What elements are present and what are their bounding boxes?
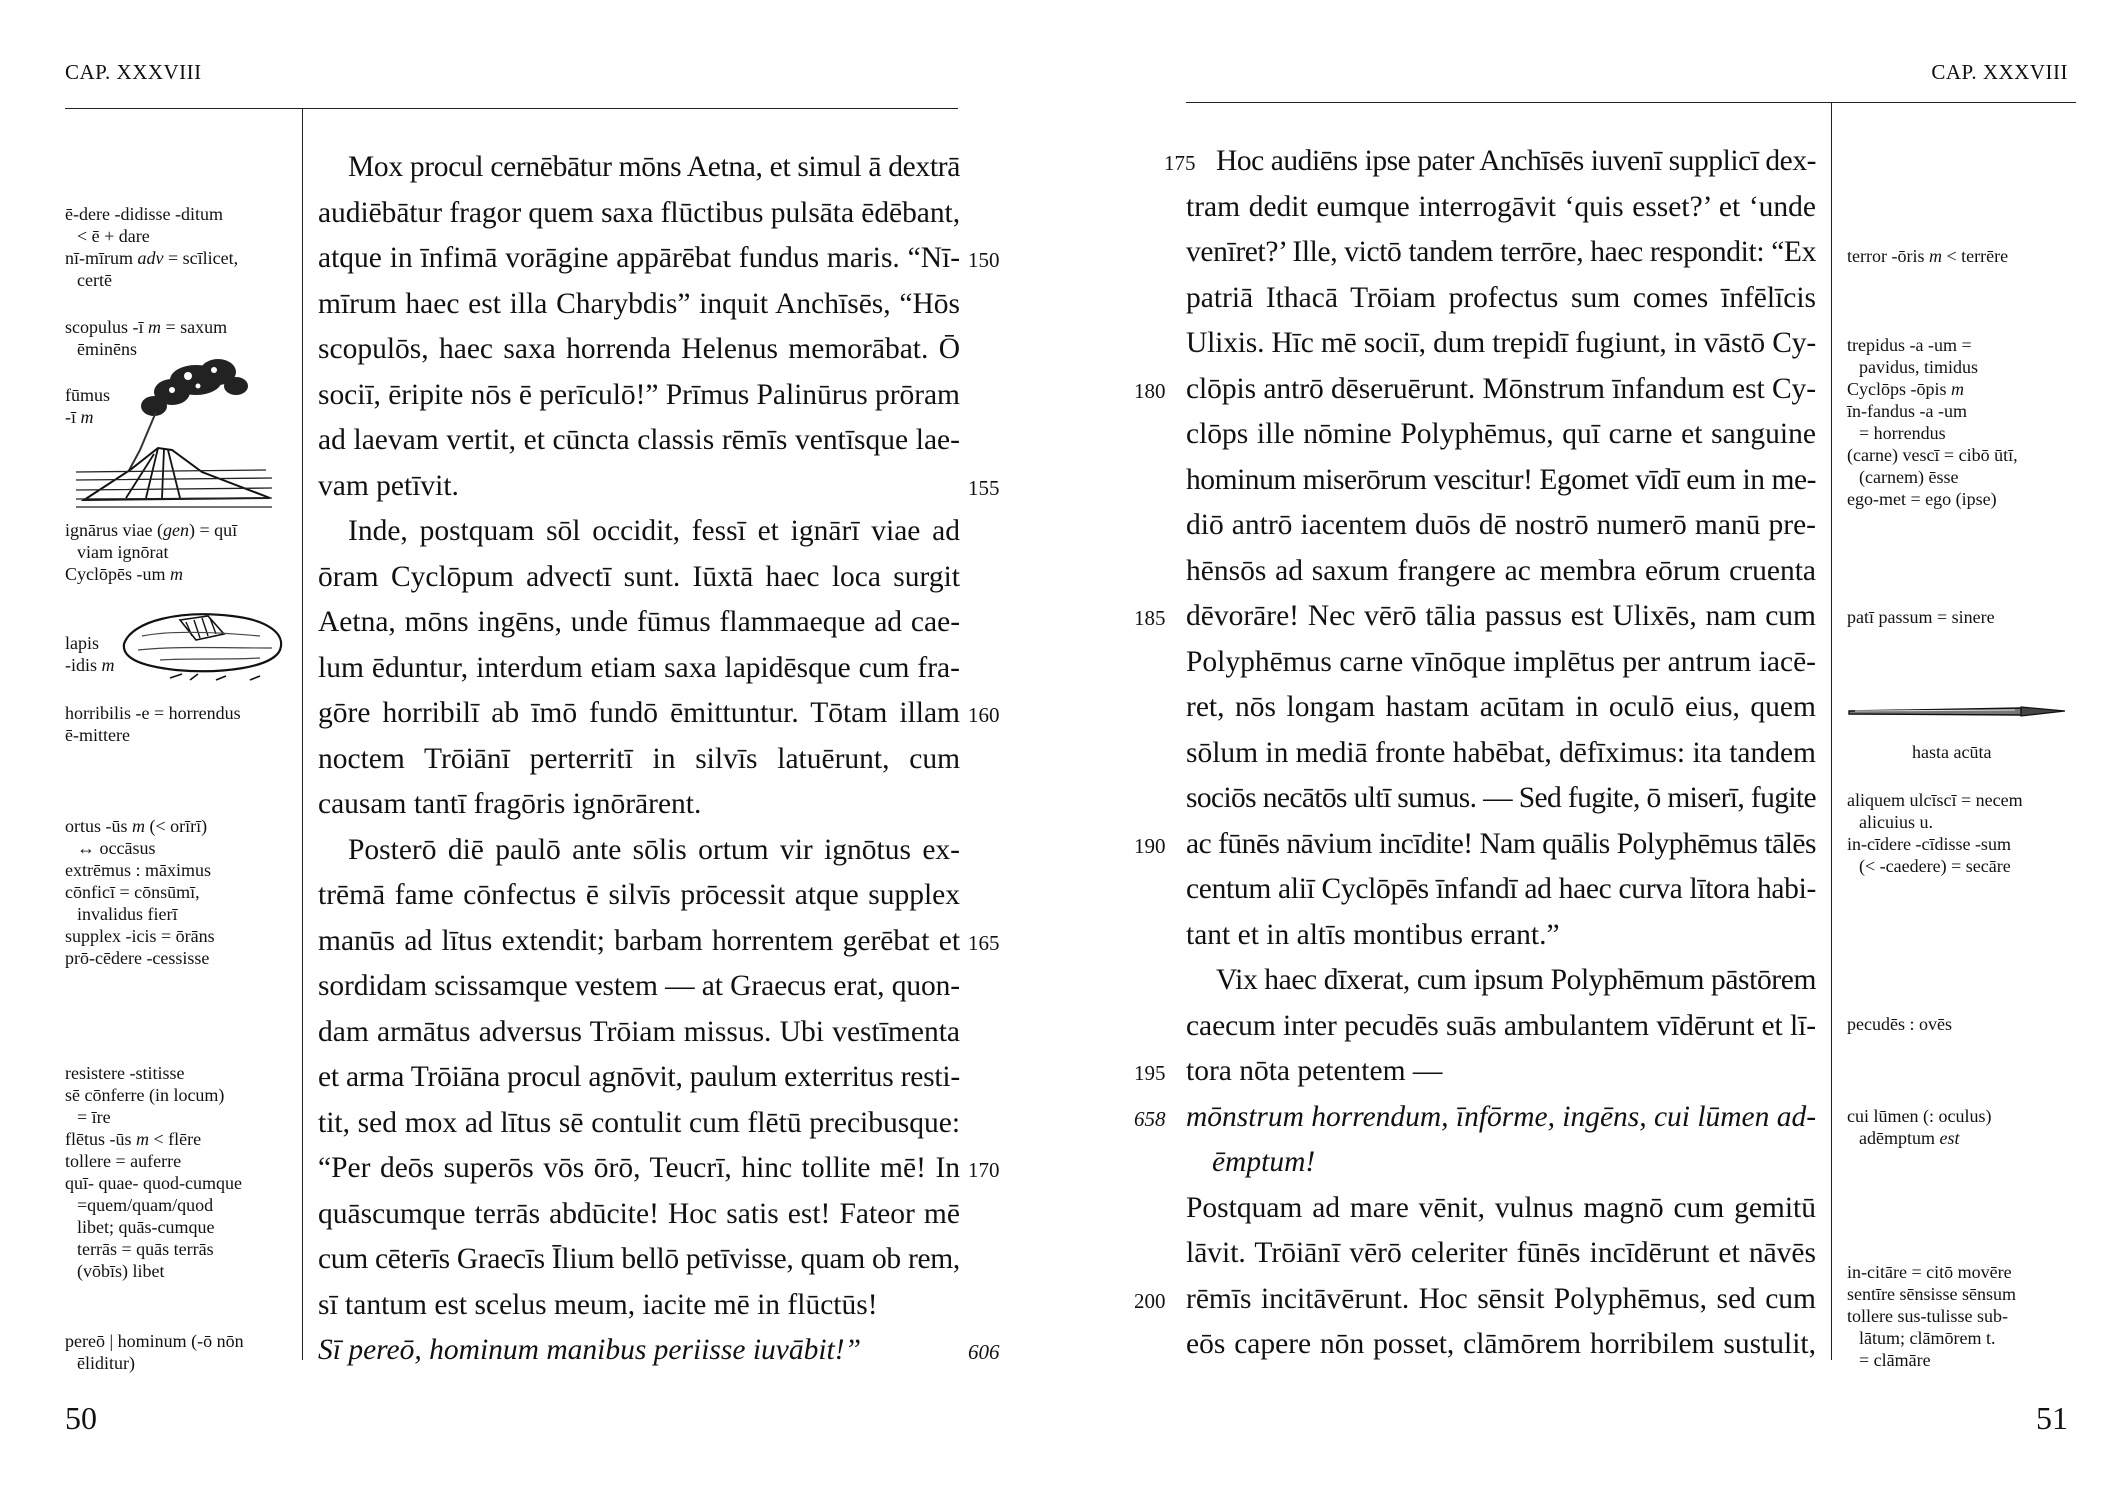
note-line: prō-cēdere -cessisse bbox=[65, 948, 210, 968]
note-line: = horrendus bbox=[1859, 423, 1946, 443]
lapis-stone-illustration bbox=[120, 606, 288, 684]
text-line bbox=[318, 828, 960, 874]
note-line: extrēmus : māximus bbox=[65, 860, 211, 880]
line-text: clōpis antrō dēseruērunt. Mōnstrum īnfandum est Cy- bbox=[1186, 372, 1816, 405]
line-number: 658 bbox=[1134, 1106, 1166, 1131]
note-line: pecudēs : ovēs bbox=[1847, 1014, 1952, 1034]
text-line bbox=[318, 737, 960, 783]
volcano-smoke-illustration bbox=[76, 350, 276, 510]
text-line bbox=[1186, 276, 1816, 322]
text-line bbox=[1186, 776, 1816, 822]
line-text: gōre horribilī ab īmō fundō ēmittuntur. Tōtam illam bbox=[318, 697, 960, 729]
text-line bbox=[318, 282, 960, 328]
line-text: sōlum in mediā fronte habēbat, dēfīximus: ita tandem bbox=[1186, 736, 1816, 769]
note-line: sentīre sēnsisse sēnsum bbox=[1847, 1284, 2016, 1304]
text-line bbox=[1186, 913, 1816, 959]
left-text-lines bbox=[318, 145, 1000, 1374]
line-text: trēmā fame cōnfectus ē silvīs prōcessit atque supplex bbox=[318, 879, 961, 911]
line-text: patriā Ithacā Trōiam profectus sum comes īnfēlīcis bbox=[1186, 281, 1817, 314]
right-note-4 bbox=[1847, 789, 2023, 877]
text-line bbox=[1186, 685, 1816, 731]
line-text: ōram Cyclōpum advectī sunt. Iūxtā haec loca surgit bbox=[318, 560, 960, 593]
note-line: ortus -ūs m (< orīrī) bbox=[65, 816, 208, 836]
note-line: (< -caedere) = secāre bbox=[1859, 856, 2011, 876]
text-line bbox=[1186, 321, 1816, 367]
line-number: 190 bbox=[1134, 833, 1166, 858]
note-line: =quem/quam/quod bbox=[77, 1195, 214, 1215]
note-line: = clāmāre bbox=[1859, 1350, 1931, 1370]
line-text: quāscumque terrās abdūcite! Hoc satis est! Fateor mē bbox=[318, 1197, 960, 1230]
line-text: mōnstrum horrendum, īnfōrme, ingēns, cui lūmen ad- bbox=[1186, 1100, 1816, 1133]
note-line: lātum; clāmōrem t. bbox=[1859, 1328, 1996, 1348]
line-text: dam armātus adversus Trōiam missus. Ubi vestīmenta bbox=[318, 1015, 960, 1048]
right-text-lines bbox=[1134, 139, 1817, 1368]
line-text: Polyphēmus carne vīnōque implētus per antrum iacē- bbox=[1186, 645, 1816, 678]
line-text: diō antrō iacentem duōs dē nostrō numerō manū pre- bbox=[1186, 509, 1816, 541]
note-line: ēliditur) bbox=[77, 1353, 135, 1373]
note-line: alicuius u. bbox=[1859, 812, 1933, 832]
line-number: 185 bbox=[1134, 606, 1166, 630]
line-text: sordidam scissamque vestem — at Graecus erat, quon- bbox=[318, 970, 961, 1002]
line-text: sociōs necātōs ultī sumus. — Sed fugite, ō miserī, fugite bbox=[1186, 782, 1816, 814]
text-line bbox=[1186, 731, 1816, 777]
text-line bbox=[318, 145, 960, 191]
line-text: Inde, postquam sōl occidit, fessī et ignārī viae ad bbox=[348, 515, 961, 547]
text-line bbox=[318, 873, 960, 919]
line-text: Hoc audiēns ipse pater Anchīsēs iuvenī supplicī dex- bbox=[1216, 145, 1816, 177]
line-text: Sī pereō, hominum manibus periisse iuvābit!” bbox=[318, 1334, 861, 1366]
note-line: scopulus -ī m = saxum bbox=[65, 317, 228, 337]
left-page-number: 50 bbox=[65, 1400, 97, 1436]
line-number: 606 bbox=[968, 1340, 1000, 1364]
right-header-rule bbox=[1186, 102, 2076, 103]
left-note-5 bbox=[65, 815, 215, 969]
text-line bbox=[1186, 412, 1816, 458]
line-text: tant et in altīs montibus errant.” bbox=[1186, 918, 1560, 951]
line-text: sī tantum est scelus meum, iacite mē in flūctūs! bbox=[318, 1288, 878, 1321]
line-number: 170 bbox=[968, 1158, 1000, 1182]
note-line: fūmus bbox=[65, 385, 110, 405]
note-line: terror -ōris m < terrēre bbox=[1847, 246, 2009, 266]
line-text: dēvorāre! Nec vērō tālia passus est Ulixēs, nam cum bbox=[1186, 600, 1816, 632]
line-text: atque in īnfimā vorāgine appārēbat fundus maris. “Nī- bbox=[318, 242, 961, 274]
text-line bbox=[1186, 640, 1816, 686]
note-line: quī- quae- quod-cumque bbox=[65, 1173, 242, 1193]
note-line: certē bbox=[77, 270, 112, 290]
note-line: tollere sus-tulisse sub- bbox=[1847, 1306, 2008, 1326]
note-line: cōnficī = cōnsūmī, bbox=[65, 882, 200, 902]
text-line bbox=[318, 919, 1000, 965]
text-line bbox=[318, 691, 1000, 737]
text-line bbox=[1186, 503, 1816, 549]
note-line: Cyclōps -ōpis m bbox=[1847, 379, 1965, 399]
text-line bbox=[318, 1192, 960, 1238]
left-note-3 bbox=[65, 519, 237, 585]
line-text: tit, sed mox ad lītus sē contulit cum flētū precibusque: bbox=[318, 1106, 961, 1139]
note-line: patī passum = sinere bbox=[1847, 607, 1995, 627]
text-line bbox=[1186, 867, 1816, 913]
note-line: Cyclōpēs -um m bbox=[65, 564, 183, 584]
line-text: Postquam ad mare vēnit, vulnus magnō cum gemitū bbox=[1186, 1191, 1816, 1224]
note-line: in-cīdere -cīdisse -sum bbox=[1847, 834, 2011, 854]
line-text: vam petīvit. bbox=[318, 469, 459, 502]
text-line bbox=[318, 1146, 1000, 1192]
line-text: lāvit. Trōiānī vērō celeriter fūnēs incīdērunt et nāvēs bbox=[1186, 1237, 1816, 1269]
line-text: Posterō diē paulō ante sōlis ortum vir ignōtus ex- bbox=[348, 833, 961, 866]
line-text: tora nōta petentem — bbox=[1186, 1055, 1443, 1087]
right-note-5 bbox=[1847, 1013, 1952, 1035]
left-main-text bbox=[318, 145, 1000, 1374]
text-line bbox=[1164, 139, 1816, 185]
note-line: trepidus -a -um = bbox=[1847, 335, 1972, 355]
line-text: mīrum haec est illa Charybdis” inquit Anchīsēs, “Hōs bbox=[318, 287, 961, 320]
line-text: caecum inter pecudēs suās ambulantem vīdērunt et lī- bbox=[1186, 1009, 1816, 1042]
text-line bbox=[1134, 822, 1816, 868]
right-note-3 bbox=[1847, 606, 1995, 628]
text-line bbox=[1186, 185, 1816, 231]
line-text: cum cēterīs Graecīs Īlium bellō petīvisse, quam ob rem, bbox=[318, 1243, 960, 1275]
line-text: audiēbātur fragor quem saxa flūctibus pulsāta ēdēbant, bbox=[318, 196, 961, 229]
right-note-6 bbox=[1847, 1105, 1991, 1149]
line-text: scopulōs, haec saxa horrenda Helenus memorābat. Ō bbox=[318, 333, 961, 365]
text-line bbox=[1186, 1322, 1816, 1368]
line-text: tram dedit eumque interrogāvit ‘quis esset?’ et ‘unde bbox=[1186, 190, 1817, 223]
note-line: sē cōnferre (in locum) bbox=[65, 1085, 225, 1105]
text-line bbox=[1134, 367, 1816, 413]
text-line bbox=[318, 464, 1000, 510]
text-line bbox=[318, 964, 960, 1010]
text-line bbox=[318, 1010, 960, 1056]
note-line: -idis m bbox=[65, 655, 115, 675]
text-line bbox=[1186, 1231, 1816, 1277]
right-note-7 bbox=[1847, 1261, 2016, 1371]
text-line bbox=[1134, 1049, 1816, 1095]
left-header-rule bbox=[65, 108, 958, 109]
note-line: flētus -ūs m < flēre bbox=[65, 1129, 202, 1149]
left-page-header: CAP. XXXVIII bbox=[65, 60, 202, 84]
text-line bbox=[318, 555, 960, 601]
note-line: < ē + dare bbox=[77, 226, 150, 246]
right-note-1 bbox=[1847, 245, 2008, 267]
line-number: 180 bbox=[1134, 378, 1166, 403]
line-text: “Per deōs superōs vōs ōrō, Teucrī, hinc tollite mē! In bbox=[318, 1152, 961, 1184]
right-main-text bbox=[1134, 139, 1817, 1368]
right-page-number: 51 bbox=[2036, 1400, 2068, 1436]
note-line: adēmptum est bbox=[1859, 1128, 1960, 1148]
line-text: ret, nōs longam hastam acūtam in oculō eius, quem bbox=[1186, 691, 1816, 723]
line-text: et arma Trōiāna procul agnōvit, paulum exterritus resti- bbox=[318, 1061, 960, 1093]
text-line bbox=[318, 1055, 960, 1101]
note-line: hasta acūta bbox=[1912, 742, 1992, 762]
note-line: nī-mīrum adv = scīlicet, bbox=[65, 248, 239, 268]
note-line: (carne) vescī = cibō ūtī, bbox=[1847, 445, 2018, 465]
note-line: (vōbīs) libet bbox=[77, 1261, 165, 1281]
text-line bbox=[1186, 458, 1816, 504]
note-line: = īre bbox=[77, 1107, 111, 1127]
line-text: lum ēduntur, interdum etiam saxa lapidēsque cum fra- bbox=[318, 651, 960, 684]
text-line bbox=[1134, 1095, 1816, 1141]
note-line: supplex -icis = ōrāns bbox=[65, 926, 215, 946]
text-line bbox=[318, 236, 1000, 282]
note-line: pavidus, timidus bbox=[1859, 357, 1979, 377]
line-text: noctem Trōiānī perterritī in silvīs latuērunt, cum bbox=[318, 742, 961, 775]
line-text: sociī, ēripite nōs ē perīculō!” Prīmus Palinūrus prōram bbox=[318, 378, 960, 411]
line-text: Ulixis. Hīc mē sociī, dum trepidī fugiunt, in vāstō Cy- bbox=[1186, 327, 1816, 359]
line-number: 155 bbox=[968, 475, 1000, 500]
spear-illustration bbox=[1845, 702, 2067, 722]
text-line bbox=[318, 782, 960, 828]
line-number: 160 bbox=[968, 703, 1000, 727]
line-number: 195 bbox=[1134, 1061, 1166, 1085]
left-note-lapis bbox=[65, 632, 115, 676]
left-margin-rule bbox=[302, 108, 303, 1360]
text-line bbox=[1186, 549, 1816, 595]
right-page bbox=[1061, 0, 2122, 1500]
line-number: 165 bbox=[968, 930, 1000, 955]
line-text: hēnsōs ad saxum frangere ac membra eōrum cruenta bbox=[1186, 554, 1816, 587]
note-line: invalidus fierī bbox=[77, 904, 178, 924]
note-line: ēminēns bbox=[77, 339, 137, 359]
line-text: ac fūnēs nāvium incīdite! Nam quālis Polyphēmus tālēs bbox=[1186, 827, 1816, 860]
note-line: (carnem) ēsse bbox=[1859, 467, 1959, 487]
note-line: cui lūmen (: oculus) bbox=[1847, 1106, 1992, 1126]
note-line: -ī m bbox=[65, 407, 94, 427]
text-line bbox=[1186, 958, 1816, 1004]
note-line: ē-dere -didisse -ditum bbox=[65, 204, 223, 224]
note-line: aliquem ulcīscī = necem bbox=[1847, 790, 2023, 810]
note-line: pereō | hominum (-ō nōn bbox=[65, 1331, 244, 1351]
note-line: terrās = quās terrās bbox=[77, 1239, 214, 1259]
note-line: tollere = auferre bbox=[65, 1151, 182, 1171]
line-text: Aetna, mōns ingēns, unde fūmus flammaeque ad cae- bbox=[318, 606, 961, 638]
text-line bbox=[318, 327, 960, 373]
text-line bbox=[1134, 594, 1816, 640]
text-line bbox=[1186, 1004, 1816, 1050]
line-text: clōps ille nōmine Polyphēmus, quī carne et sanguine bbox=[1186, 418, 1816, 450]
line-text: ēmptum! bbox=[1212, 1146, 1316, 1178]
line-text: rēmīs incitāvērunt. Hoc sēnsit Polyphēmus, sed cum bbox=[1186, 1282, 1816, 1315]
line-text: venīret?’ Ille, victō tandem terrōre, haec respondit: “Ex bbox=[1186, 236, 1816, 268]
note-line: ignārus viae (gen) = quī bbox=[65, 520, 238, 540]
text-line bbox=[318, 1237, 960, 1283]
text-line bbox=[318, 646, 960, 692]
text-line bbox=[318, 1101, 960, 1147]
line-text: manūs ad lītus extendit; barbam horrentem gerēbat et bbox=[318, 924, 961, 957]
left-note-1 bbox=[65, 203, 238, 291]
note-line: viam ignōrat bbox=[77, 542, 169, 562]
left-note-7 bbox=[65, 1330, 244, 1374]
line-text: centum aliī Cyclōpēs īnfandī ad haec curva lītora habi- bbox=[1186, 873, 1817, 905]
text-line bbox=[318, 373, 960, 419]
right-note-2 bbox=[1847, 334, 2018, 510]
text-line bbox=[1186, 1140, 1816, 1186]
left-note-4 bbox=[65, 702, 241, 746]
text-line bbox=[1186, 230, 1816, 276]
note-line: libet; quās-cumque bbox=[77, 1217, 215, 1237]
text-line bbox=[318, 1328, 1000, 1374]
right-note-hasta bbox=[1912, 741, 1991, 763]
note-line: ↔ occāsus bbox=[77, 838, 156, 858]
line-text: Mox procul cernēbātur mōns Aetna, et simul ā dextrā bbox=[348, 151, 961, 183]
line-text: Vix haec dīxerat, cum ipsum Polyphēmum pāstōrem bbox=[1216, 964, 1816, 996]
note-line: lapis bbox=[65, 633, 99, 653]
text-line bbox=[318, 1283, 960, 1329]
line-text: ad laevam vertit, et cūncta classis rēmīs ventīsque lae- bbox=[318, 424, 960, 456]
line-text: causam tantī fragōris ignōrārent. bbox=[318, 788, 702, 820]
text-line bbox=[1134, 1277, 1816, 1323]
text-line bbox=[318, 418, 960, 464]
line-number: 200 bbox=[1134, 1288, 1166, 1313]
note-line: ego-met = ego (ipse) bbox=[1847, 489, 1997, 509]
note-line: ē-mittere bbox=[65, 725, 130, 745]
right-page-header: CAP. XXXVIII bbox=[1931, 60, 2068, 84]
text-line bbox=[1186, 1186, 1816, 1232]
left-note-6 bbox=[65, 1062, 242, 1282]
text-line bbox=[318, 600, 960, 646]
note-line: resistere -stitisse bbox=[65, 1063, 185, 1083]
text-line bbox=[318, 191, 960, 237]
line-number: 175 bbox=[1164, 151, 1196, 175]
note-line: horribilis -e = horrendus bbox=[65, 703, 241, 723]
line-text: eōs capere nōn posset, clāmōrem horribilem sustulit, bbox=[1186, 1328, 1816, 1360]
note-line: in-citāre = citō movēre bbox=[1847, 1262, 2012, 1282]
line-number: 150 bbox=[968, 248, 1000, 272]
right-margin-rule bbox=[1831, 102, 1832, 1360]
note-line: īn-fandus -a -um bbox=[1847, 401, 1967, 421]
line-text: hominum miserōrum vescitur! Egomet vīdī eum in me- bbox=[1186, 463, 1816, 496]
text-line bbox=[318, 509, 960, 555]
